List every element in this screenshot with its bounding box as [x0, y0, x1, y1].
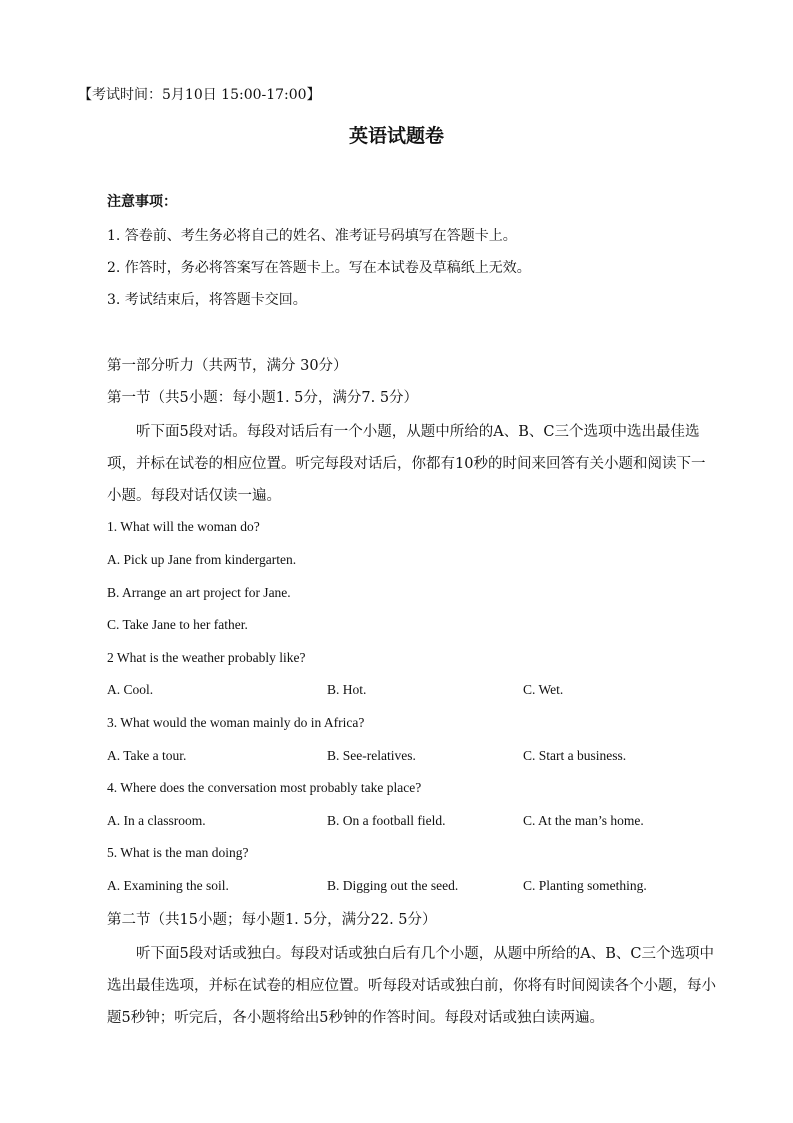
answer-option: A. In a classroom.: [107, 813, 206, 828]
question-stem: 4. Where does the conversation most probably take place?: [107, 780, 422, 795]
answer-option: C. Planting something.: [523, 878, 647, 893]
answer-option: A. Examining the soil.: [107, 878, 229, 893]
page-title: 英语试题卷: [348, 125, 444, 147]
question-stem: 1. What will the woman do?: [107, 519, 260, 534]
instructions-text: 听下面5段对话或独白。每段对话或独白后有几个小题，从题中所给的A、B、C三个选项中选出最佳选项，并标在试卷的相应位置。听每段对话或独白前，你将有时间阅读各个小题，每小题5秒钟；听完后，各小题将给出5秒钟的作答时间。每段对话或独白读两遍。: [107, 946, 716, 1026]
notice-item: 3. 考试结束后，将答题卡交回。: [107, 292, 307, 308]
answer-option: A. Cool.: [107, 682, 154, 697]
section1-heading: 第一节（共5小题：每小题1. 5分，满分7. 5分）: [107, 390, 419, 406]
answer-option: C. Wet.: [523, 682, 564, 697]
instructions-text: 听下面5段对话。每段对话后有一个小题，从题中所给的A、B、C三个选项中选出最佳选项，并标在试卷的相应位置。听完每段对话后，你都有10秒的时间来回答有关小题和阅读下一小题。每段对话仅读一遍。: [107, 424, 706, 504]
answer-option: B. Digging out the seed.: [327, 878, 459, 893]
section2-heading: 第二节（共15小题；每小题1. 5分，满分22. 5分）: [107, 912, 437, 928]
notice-item: 1. 答卷前、考生务必将自己的姓名、准考证号码填写在答题卡上。: [107, 228, 517, 244]
answer-option: B. See-relatives.: [327, 748, 416, 763]
notice-item: 2. 作答时，务必将答案写在答题卡上。写在本试卷及草稿纸上无效。: [107, 260, 531, 276]
notice-heading: 注意事项：: [107, 194, 177, 210]
section1-instructions: [107, 416, 719, 512]
answer-option: B. Arrange an art project for Jane.: [107, 585, 291, 600]
answer-option: B. On a football field.: [327, 813, 446, 828]
part1-heading: 第一部分听力（共两节，满分 30分）: [107, 358, 348, 374]
question-stem: 5. What is the man doing?: [107, 845, 249, 860]
answer-option: B. Hot.: [327, 682, 367, 697]
answer-option: C. At the man’s home.: [523, 813, 644, 828]
question-stem: 2 What is the weather probably like?: [107, 650, 306, 665]
question-stem: 3. What would the woman mainly do in Africa?: [107, 715, 365, 730]
answer-option: C. Take Jane to her father.: [107, 617, 248, 632]
answer-option: A. Pick up Jane from kindergarten.: [107, 552, 297, 567]
section2-instructions: [107, 938, 719, 1034]
exam-time: 【考试时间：5月10日 15:00-17:00】: [78, 87, 321, 103]
answer-option: C. Start a business.: [523, 748, 627, 763]
answer-option: A. Take a tour.: [107, 748, 187, 763]
